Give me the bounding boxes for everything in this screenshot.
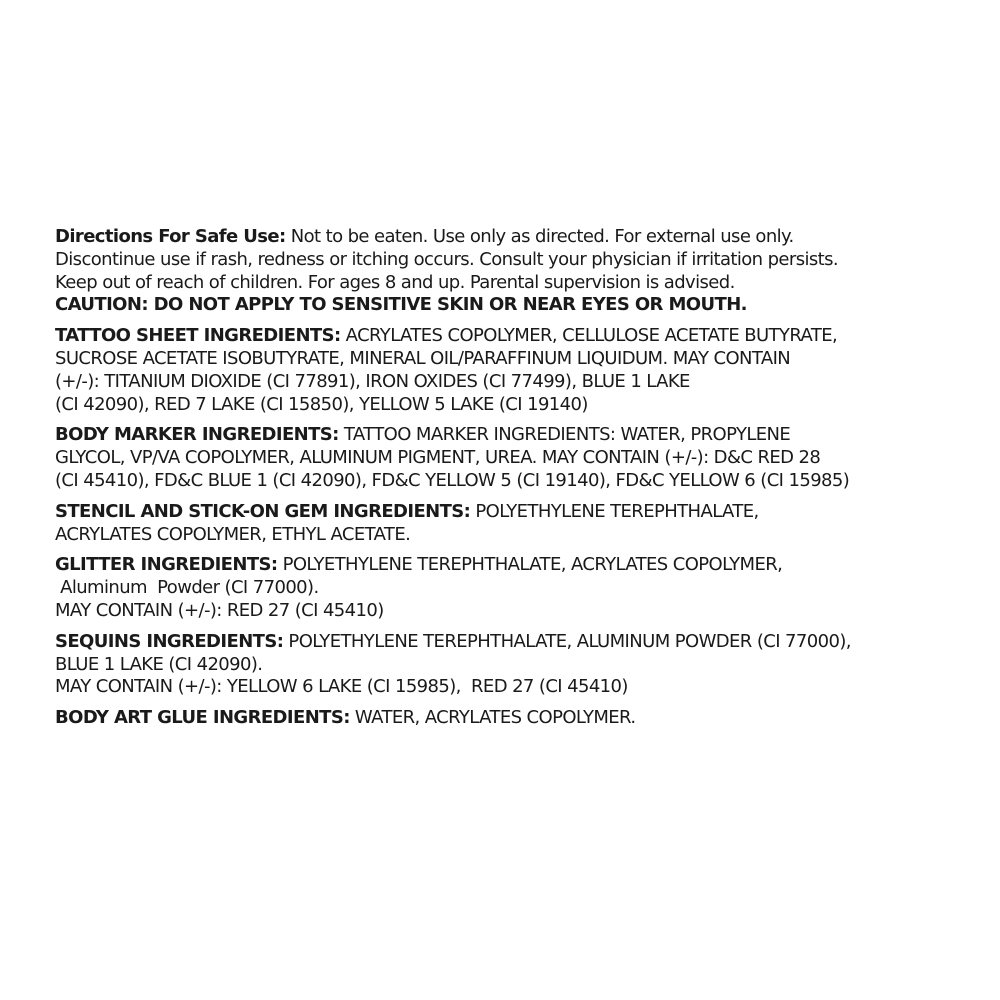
stencil-gem-section	[55, 501, 985, 547]
glitter-line-1	[55, 554, 985, 577]
directions-section	[55, 226, 985, 317]
sequins-text: POLYETHYLENE TEREPHTHALATE, ALUMINUM POWDER (CI 77000),	[283, 630, 851, 652]
directions-line-3: Keep out of reach of children. For ages 8 and up. Parental supervision is advised.	[55, 271, 735, 293]
sequins-heading: SEQUINS INGREDIENTS:	[55, 630, 284, 652]
glitter-text: POLYETHYLENE TEREPHTHALATE, ACRYLATES COPOLYMER,	[277, 554, 783, 576]
sequins-line-3: MAY CONTAIN (+/-): YELLOW 6 LAKE (CI 15985), RED 27 (CI 45410)	[55, 676, 628, 698]
caution-warning: CAUTION: DO NOT APPLY TO SENSITIVE SKIN OR NEAR EYES OR MOUTH.	[55, 294, 747, 316]
tattoo-sheet-line-4: (CI 42090), RED 7 LAKE (CI 15850), YELLOW 5 LAKE (CI 19140)	[55, 393, 588, 415]
directions-text: Not to be eaten. Use only as directed. For external use only.	[285, 226, 794, 247]
body-marker-text: TATTOO MARKER INGREDIENTS: WATER, PROPYLENE	[338, 424, 791, 446]
stencil-gem-line-2: ACRYLATES COPOLYMER, ETHYL ACETATE.	[55, 523, 411, 545]
body-marker-line-2: GLYCOL, VP/VA COPOLYMER, ALUMINUM PIGMENT, UREA. MAY CONTAIN (+/-): D&C RED 28	[55, 447, 821, 469]
sequins-section	[55, 631, 985, 699]
body-art-glue-text: WATER, ACRYLATES COPOLYMER.	[349, 707, 636, 729]
body-art-glue-section	[55, 707, 985, 730]
directions-heading: Directions For Safe Use:	[55, 226, 286, 247]
sequins-line-2: BLUE 1 LAKE (CI 42090).	[55, 653, 263, 675]
stencil-gem-heading: STENCIL AND STICK-ON GEM INGREDIENTS:	[55, 500, 471, 522]
body-art-glue-line-1	[55, 707, 985, 730]
glitter-line-3: MAY CONTAIN (+/-): RED 27 (CI 45410)	[55, 599, 384, 621]
body-art-glue-heading: BODY ART GLUE INGREDIENTS:	[55, 707, 350, 729]
glitter-section	[55, 554, 985, 622]
glitter-heading: GLITTER INGREDIENTS:	[55, 554, 278, 576]
tattoo-sheet-line-2: SUCROSE ACETATE ISOBUTYRATE, MINERAL OIL/PARAFFINUM LIQUIDUM. MAY CONTAIN	[55, 347, 791, 369]
directions-line-2: Discontinue use if rash, redness or itching occurs. Consult your physician if irritation persists.	[55, 248, 839, 270]
tattoo-sheet-text: ACRYLATES COPOLYMER, CELLULOSE ACETATE BUTYRATE,	[340, 325, 838, 347]
tattoo-sheet-line-1	[55, 325, 985, 348]
directions-line-1	[55, 226, 985, 249]
stencil-gem-line-1	[55, 501, 985, 524]
body-marker-line-1	[55, 424, 985, 447]
body-marker-heading: BODY MARKER INGREDIENTS:	[55, 424, 339, 446]
tattoo-sheet-heading: TATTOO SHEET INGREDIENTS:	[55, 325, 341, 347]
glitter-line-2: Aluminum Powder (CI 77000).	[55, 577, 319, 599]
tattoo-sheet-line-3: (+/-): TITANIUM DIOXIDE (CI 77891), IRON OXIDES (CI 77499), BLUE 1 LAKE	[55, 370, 690, 392]
product-label-text	[55, 226, 985, 738]
stencil-gem-text: POLYETHYLENE TEREPHTHALATE,	[470, 500, 759, 522]
body-marker-section	[55, 424, 985, 492]
body-marker-line-3: (CI 45410), FD&C BLUE 1 (CI 42090), FD&C YELLOW 5 (CI 19140), FD&C YELLOW 6 (CI 15985)	[55, 469, 850, 491]
sequins-line-1	[55, 631, 985, 654]
tattoo-sheet-section	[55, 325, 985, 416]
